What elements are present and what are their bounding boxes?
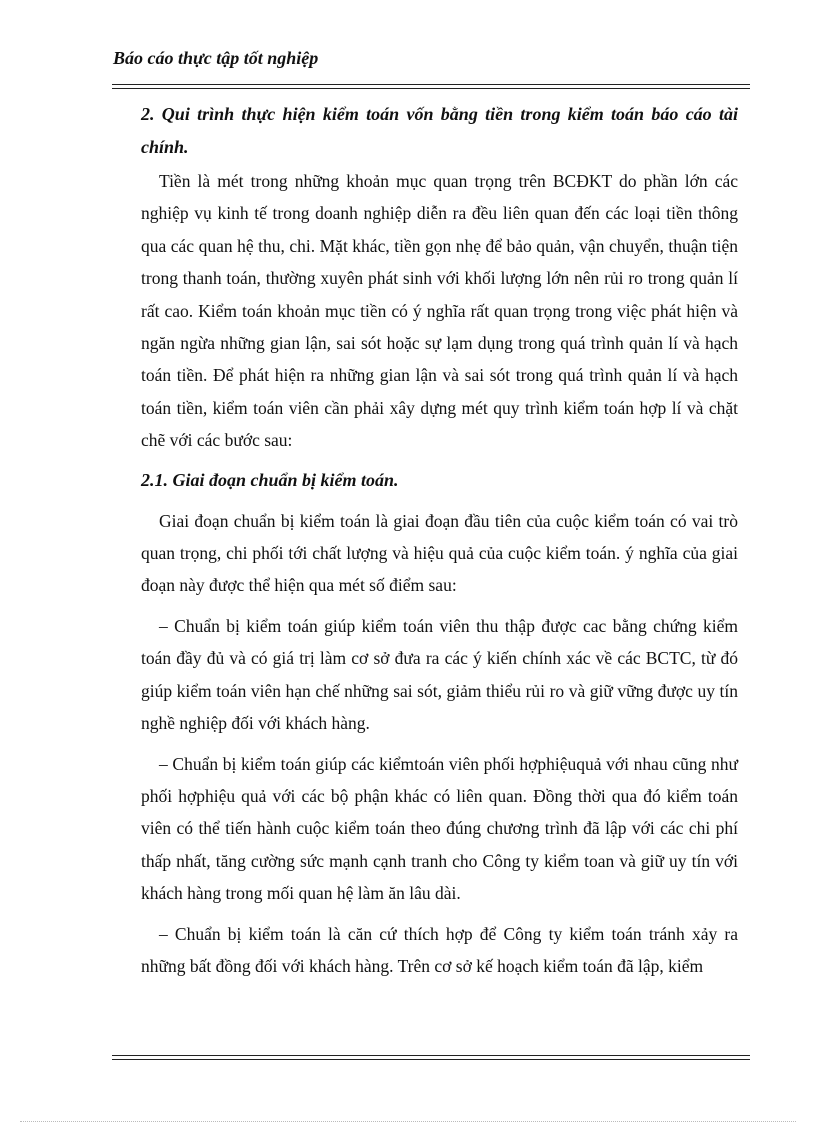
header-rule-lower	[112, 88, 750, 89]
document-body	[141, 98, 738, 982]
subsection-intro-paragraph: Giai đoạn chuẩn bị kiểm toán là giai đoạn đầu tiên của cuộc kiểm toán có vai trò quan trọng, chi phối tới chất lượng và hiệu quả của cuộc kiểm toán. ý nghĩa của giai đoạn này được thể hiện qua mét số điểm sau:	[141, 510, 738, 596]
section-intro-paragraph: Tiền là mét trong những khoản mục quan trọng trên BCĐKT do phần lớn các nghiệp vụ kinh tế trong doanh nghiệp diễn ra đều liên quan đến các loại tiền thông qua các quan hệ thu, chi. Mặt khác, tiền gọn nhẹ để bảo quản, vận chuyển, thuận tiện trong thanh toán, thường xuyên phát sinh với khối lượng lớn nên rủi ro trong quản lí rất cao. Kiểm toán khoản mục tiền có ý nghĩa rất quan trọng trong việc phát hiện và ngăn ngừa những gian lận, sai sót hoặc sự lạm dụng trong quá trình quản lí và hạch toán tiền. Để phát hiện ra những gian lận và sai sót trong quá trình quản lí và hạch toán tiền, kiểm toán viên cần phải xây dựng mét quy trình kiểm toán hợp lí và chặt chẽ với các bước sau:	[141, 171, 738, 451]
page-edge-divider	[20, 1121, 796, 1122]
section-heading: 2. Qui trình thực hiện kiểm toán vốn bằng tiền trong kiểm toán báo cáo tài chính.	[141, 104, 738, 157]
bullet-paragraph: – Chuẩn bị kiểm toán giúp các kiểmtoán viên phối hợphiệuquả với nhau cũng như phối hợphiệu quả với các bộ phận khác có liên quan. Đồng thời qua đó kiểm toán viên có thể tiến hành cuộc kiểm toán theo đúng chương trình đã lập với các chi phí thấp nhất, tăng cường sức mạnh cạnh tranh cho Công ty kiểm toan và giữ uy tín với khách hàng trong mối quan hệ làm ăn lâu dài.	[141, 753, 738, 904]
bullet-paragraph: – Chuẩn bị kiểm toán giúp kiểm toán viên thu thập được cac bằng chứng kiểm toán đầy đủ và có giá trị làm cơ sở đưa ra các ý kiến chính xác về các BCTC, từ đó giúp kiểm toán viên hạn chế những sai sót, giảm thiểu rủi ro và giữ vững được uy tín nghề nghiệp đối với khách hàng.	[141, 615, 738, 734]
running-header-title: Báo cáo thực tập tốt nghiệp	[113, 48, 319, 68]
bullet-paragraph: – Chuẩn bị kiểm toán là căn cứ thích hợp để Công ty kiểm toán tránh xảy ra những bất đồng đối với khách hàng. Trên cơ sở kế hoạch kiểm toán đã lập, kiểm	[141, 923, 738, 976]
header-rule-upper	[112, 84, 750, 85]
footer-rule-lower	[112, 1059, 750, 1060]
subsection-heading: 2.1. Giai đoạn chuẩn bị kiểm toán.	[141, 469, 399, 490]
footer-rule-upper	[112, 1055, 750, 1056]
